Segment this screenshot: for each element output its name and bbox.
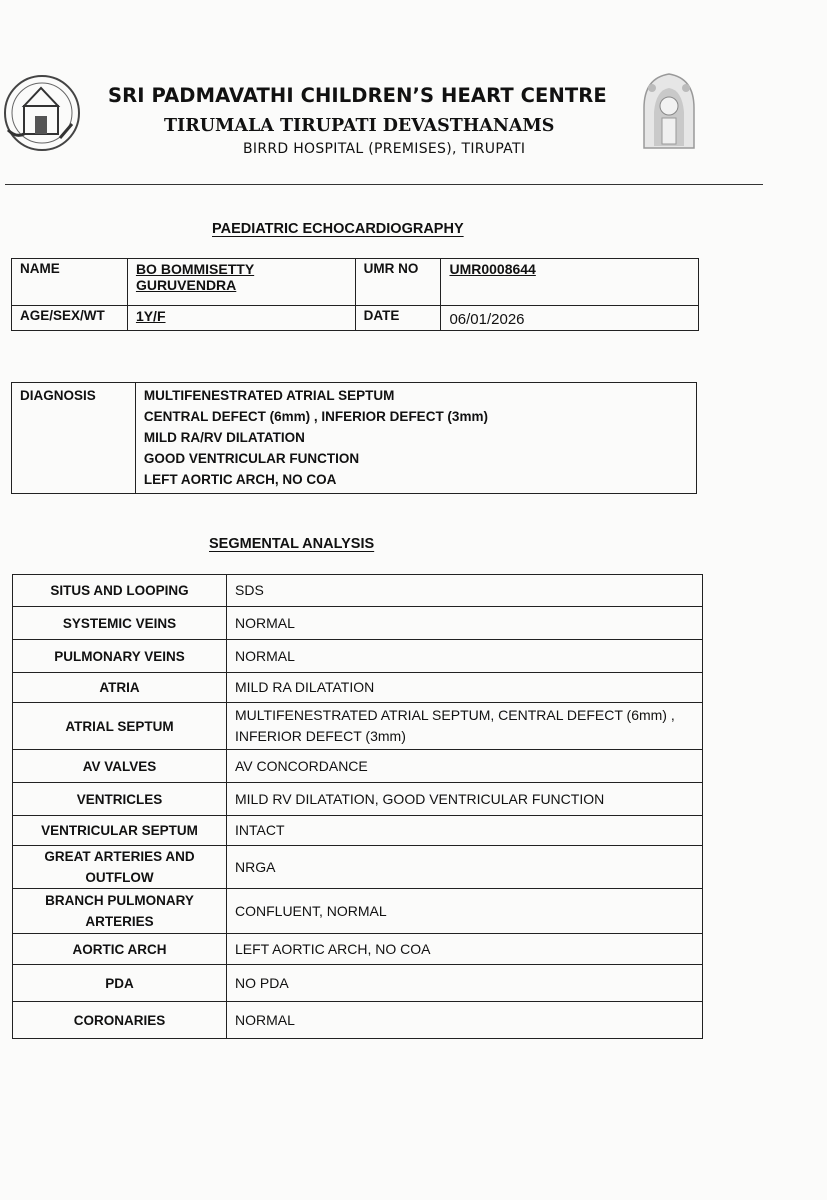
table-row: [13, 934, 703, 965]
row-value-line: INFERIOR DEFECT (3mm): [235, 728, 406, 744]
patient-details-table: [11, 258, 699, 331]
diagnosis-line: GOOD VENTRICULAR FUNCTION: [143, 451, 360, 466]
table-row: [13, 607, 703, 640]
trust-name: TIRUMALA TIRUPATI DEVASTHANAMS: [164, 116, 555, 136]
table-row: [13, 1002, 703, 1039]
table-row: [13, 846, 703, 889]
table-row: [13, 783, 703, 816]
hospital-name: SRI PADMAVATHI CHILDREN’S HEART CENTRE: [108, 84, 607, 107]
date-label: DATE: [355, 306, 441, 331]
row-value: NORMAL: [227, 1002, 703, 1039]
diagnosis-row: [12, 383, 697, 494]
row-label: [13, 846, 227, 889]
table-row: [13, 640, 703, 673]
row-label: ATRIA: [13, 673, 227, 703]
table-row: [13, 816, 703, 846]
row-label: [13, 889, 227, 934]
segmental-analysis-table: [12, 574, 703, 1039]
patient-row-name: [12, 259, 699, 306]
row-label: CORONARIES: [13, 1002, 227, 1039]
row-value: AV CONCORDANCE: [227, 750, 703, 783]
segmental-analysis-title: SEGMENTAL ANALYSIS: [209, 536, 375, 552]
age-value: 1Y/F: [127, 306, 355, 331]
row-value: MILD RV DILATATION, GOOD VENTRICULAR FUNCTION: [227, 783, 703, 816]
row-label: PULMONARY VEINS: [13, 640, 227, 673]
row-label: PDA: [13, 965, 227, 1002]
row-label: AORTIC ARCH: [13, 934, 227, 965]
diagnosis-line: MILD RA/RV DILATATION: [143, 430, 305, 445]
patient-row-age: [12, 306, 699, 331]
report-title: PAEDIATRIC ECHOCARDIOGRAPHY: [212, 221, 464, 237]
umr-value: UMR0008644: [441, 259, 699, 306]
row-value-line: MULTIFENESTRATED ATRIAL SEPTUM, CENTRAL DEFECT (6mm) ,: [235, 707, 675, 723]
table-row: [13, 673, 703, 703]
diagnosis-line: MULTIFENESTRATED ATRIAL SEPTUM: [143, 388, 395, 403]
row-label: VENTRICLES: [13, 783, 227, 816]
row-value: LEFT AORTIC ARCH, NO COA: [227, 934, 703, 965]
row-label-line: GREAT ARTERIES AND: [44, 849, 195, 864]
row-value: SDS: [227, 575, 703, 607]
hospital-address: BIRRD HOSPITAL (PREMISES), TIRUPATI: [243, 141, 526, 157]
table-row: [13, 750, 703, 783]
patient-name-line1: BO BOMMISETTY: [135, 261, 255, 277]
temple-emblem-icon: [2, 72, 82, 154]
name-label: NAME: [12, 259, 128, 306]
umr-label: UMR NO: [355, 259, 441, 306]
diagnosis-label: DIAGNOSIS: [12, 383, 136, 494]
table-row: [13, 889, 703, 934]
row-label-line: ARTERIES: [85, 914, 154, 929]
header-divider: [5, 184, 763, 185]
row-value: NORMAL: [227, 640, 703, 673]
table-row: [13, 575, 703, 607]
row-value: NORMAL: [227, 607, 703, 640]
row-label: SYSTEMIC VEINS: [13, 607, 227, 640]
date-value: 06/01/2026: [441, 306, 699, 331]
patient-name-line2: GURUVENDRA: [135, 277, 237, 293]
deity-emblem-icon: [632, 68, 706, 152]
row-label-line: BRANCH PULMONARY: [45, 893, 194, 908]
diagnosis-table: [11, 382, 697, 494]
row-label: SITUS AND LOOPING: [13, 575, 227, 607]
row-value: NRGA: [227, 846, 703, 889]
row-label-line: OUTFLOW: [85, 870, 154, 885]
row-value: CONFLUENT, NORMAL: [227, 889, 703, 934]
row-label: AV VALVES: [13, 750, 227, 783]
row-value: NO PDA: [227, 965, 703, 1002]
row-value: INTACT: [227, 816, 703, 846]
row-label: VENTRICULAR SEPTUM: [13, 816, 227, 846]
patient-name: [127, 259, 355, 306]
table-row: [13, 965, 703, 1002]
row-value: MILD RA DILATATION: [227, 673, 703, 703]
row-value: [227, 703, 703, 750]
age-label: AGE/SEX/WT: [12, 306, 128, 331]
table-row: [13, 703, 703, 750]
diagnosis-line: LEFT AORTIC ARCH, NO COA: [143, 472, 337, 487]
row-label: ATRIAL SEPTUM: [13, 703, 227, 750]
diagnosis-line: CENTRAL DEFECT (6mm) , INFERIOR DEFECT (3mm): [143, 409, 488, 424]
diagnosis-list: [135, 383, 696, 494]
